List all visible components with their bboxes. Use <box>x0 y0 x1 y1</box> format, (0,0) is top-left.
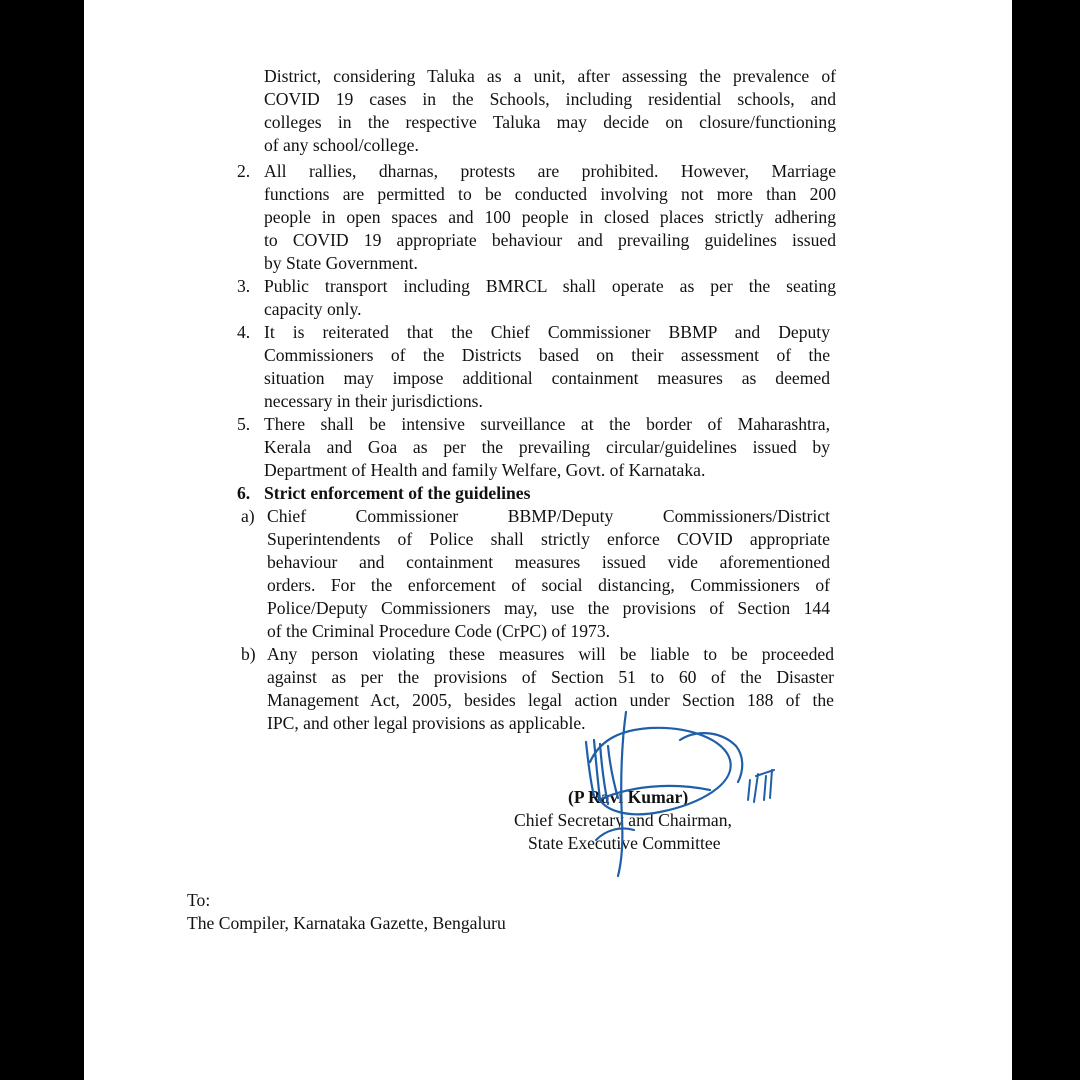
text-line: necessary in their jurisdictions. <box>264 391 483 411</box>
text-line: by State Government. <box>264 253 418 273</box>
text-line: Management Act, 2005, besides legal action under Section 188 of the <box>267 690 834 710</box>
text-line: District, considering Taluka as a unit, after assessing the prevalence of <box>264 66 836 86</box>
text-line: Department of Health and family Welfare, Govt. of Karnataka. <box>264 460 706 480</box>
recipient-line: The Compiler, Karnataka Gazette, Bengaluru <box>187 913 506 933</box>
text-line: All rallies, dharnas, protests are prohibited. However, Marriage <box>264 161 836 181</box>
text-line: There shall be intensive surveillance at the border of Maharashtra, <box>264 414 830 434</box>
handwritten-signature <box>560 700 790 890</box>
text-line: Kerala and Goa as per the prevailing circular/guidelines issued by <box>264 437 830 457</box>
text-line: It is reiterated that the Chief Commissioner BBMP and Deputy <box>264 322 830 342</box>
item-6a-text <box>267 505 830 643</box>
signatory-title: Chief Secretary and Chairman, <box>514 810 732 830</box>
to-label: To: <box>187 890 211 910</box>
text-line: Commissioners of the Districts based on their assessment of the <box>264 345 830 365</box>
text-line: to COVID 19 appropriate behaviour and prevailing guidelines issued <box>264 230 836 250</box>
item-number: 4. <box>237 322 251 342</box>
intro-paragraph <box>264 65 836 157</box>
text-line: of the Criminal Procedure Code (CrPC) of 1973. <box>267 621 611 641</box>
text-line: Chief Commissioner BBMP/Deputy Commissioners/District <box>267 506 830 526</box>
text-line: against as per the provisions of Section 51 to 60 of the Disaster <box>267 667 834 687</box>
item-5-text <box>264 413 830 482</box>
text-line: people in open spaces and 100 people in closed places strictly adhering <box>264 207 836 227</box>
text-line: orders. For the enforcement of social distancing, Commissioners of <box>267 575 830 595</box>
item-number: 2. <box>237 161 251 181</box>
text-line: situation may impose additional containment measures as deemed <box>264 368 830 388</box>
item-4-text <box>264 321 830 413</box>
text-line: COVID 19 cases in the Schools, including residential schools, and <box>264 89 836 109</box>
item-2-text <box>264 160 836 275</box>
section-heading: Strict enforcement of the guidelines <box>264 483 531 503</box>
item-3-text <box>264 275 836 321</box>
signatory-name: (P Ravi Kumar) <box>568 787 689 807</box>
text-line: colleges in the respective Taluka may decide on closure/functioning <box>264 112 836 132</box>
sub-item-label: a) <box>241 506 255 526</box>
text-line: functions are permitted to be conducted involving not more than 200 <box>264 184 836 204</box>
text-line: behaviour and containment measures issued vide aforementioned <box>267 552 830 572</box>
item-number: 3. <box>237 276 251 296</box>
text-line: Superintendents of Police shall strictly enforce COVID appropriate <box>267 529 830 549</box>
text-line: Police/Deputy Commissioners may, use the provisions of Section 144 <box>267 598 830 618</box>
text-line: capacity only. <box>264 299 362 319</box>
item-number: 6. <box>237 483 251 503</box>
signatory-committee: State Executive Committee <box>528 833 721 853</box>
text-line: of any school/college. <box>264 135 419 155</box>
text-line: Public transport including BMRCL shall operate as per the seating <box>264 276 836 296</box>
sub-item-label: b) <box>241 644 256 664</box>
text-line: IPC, and other legal provisions as applicable. <box>267 713 586 733</box>
text-line: Any person violating these measures will be liable to be proceeded <box>267 644 834 664</box>
item-number: 5. <box>237 414 251 434</box>
